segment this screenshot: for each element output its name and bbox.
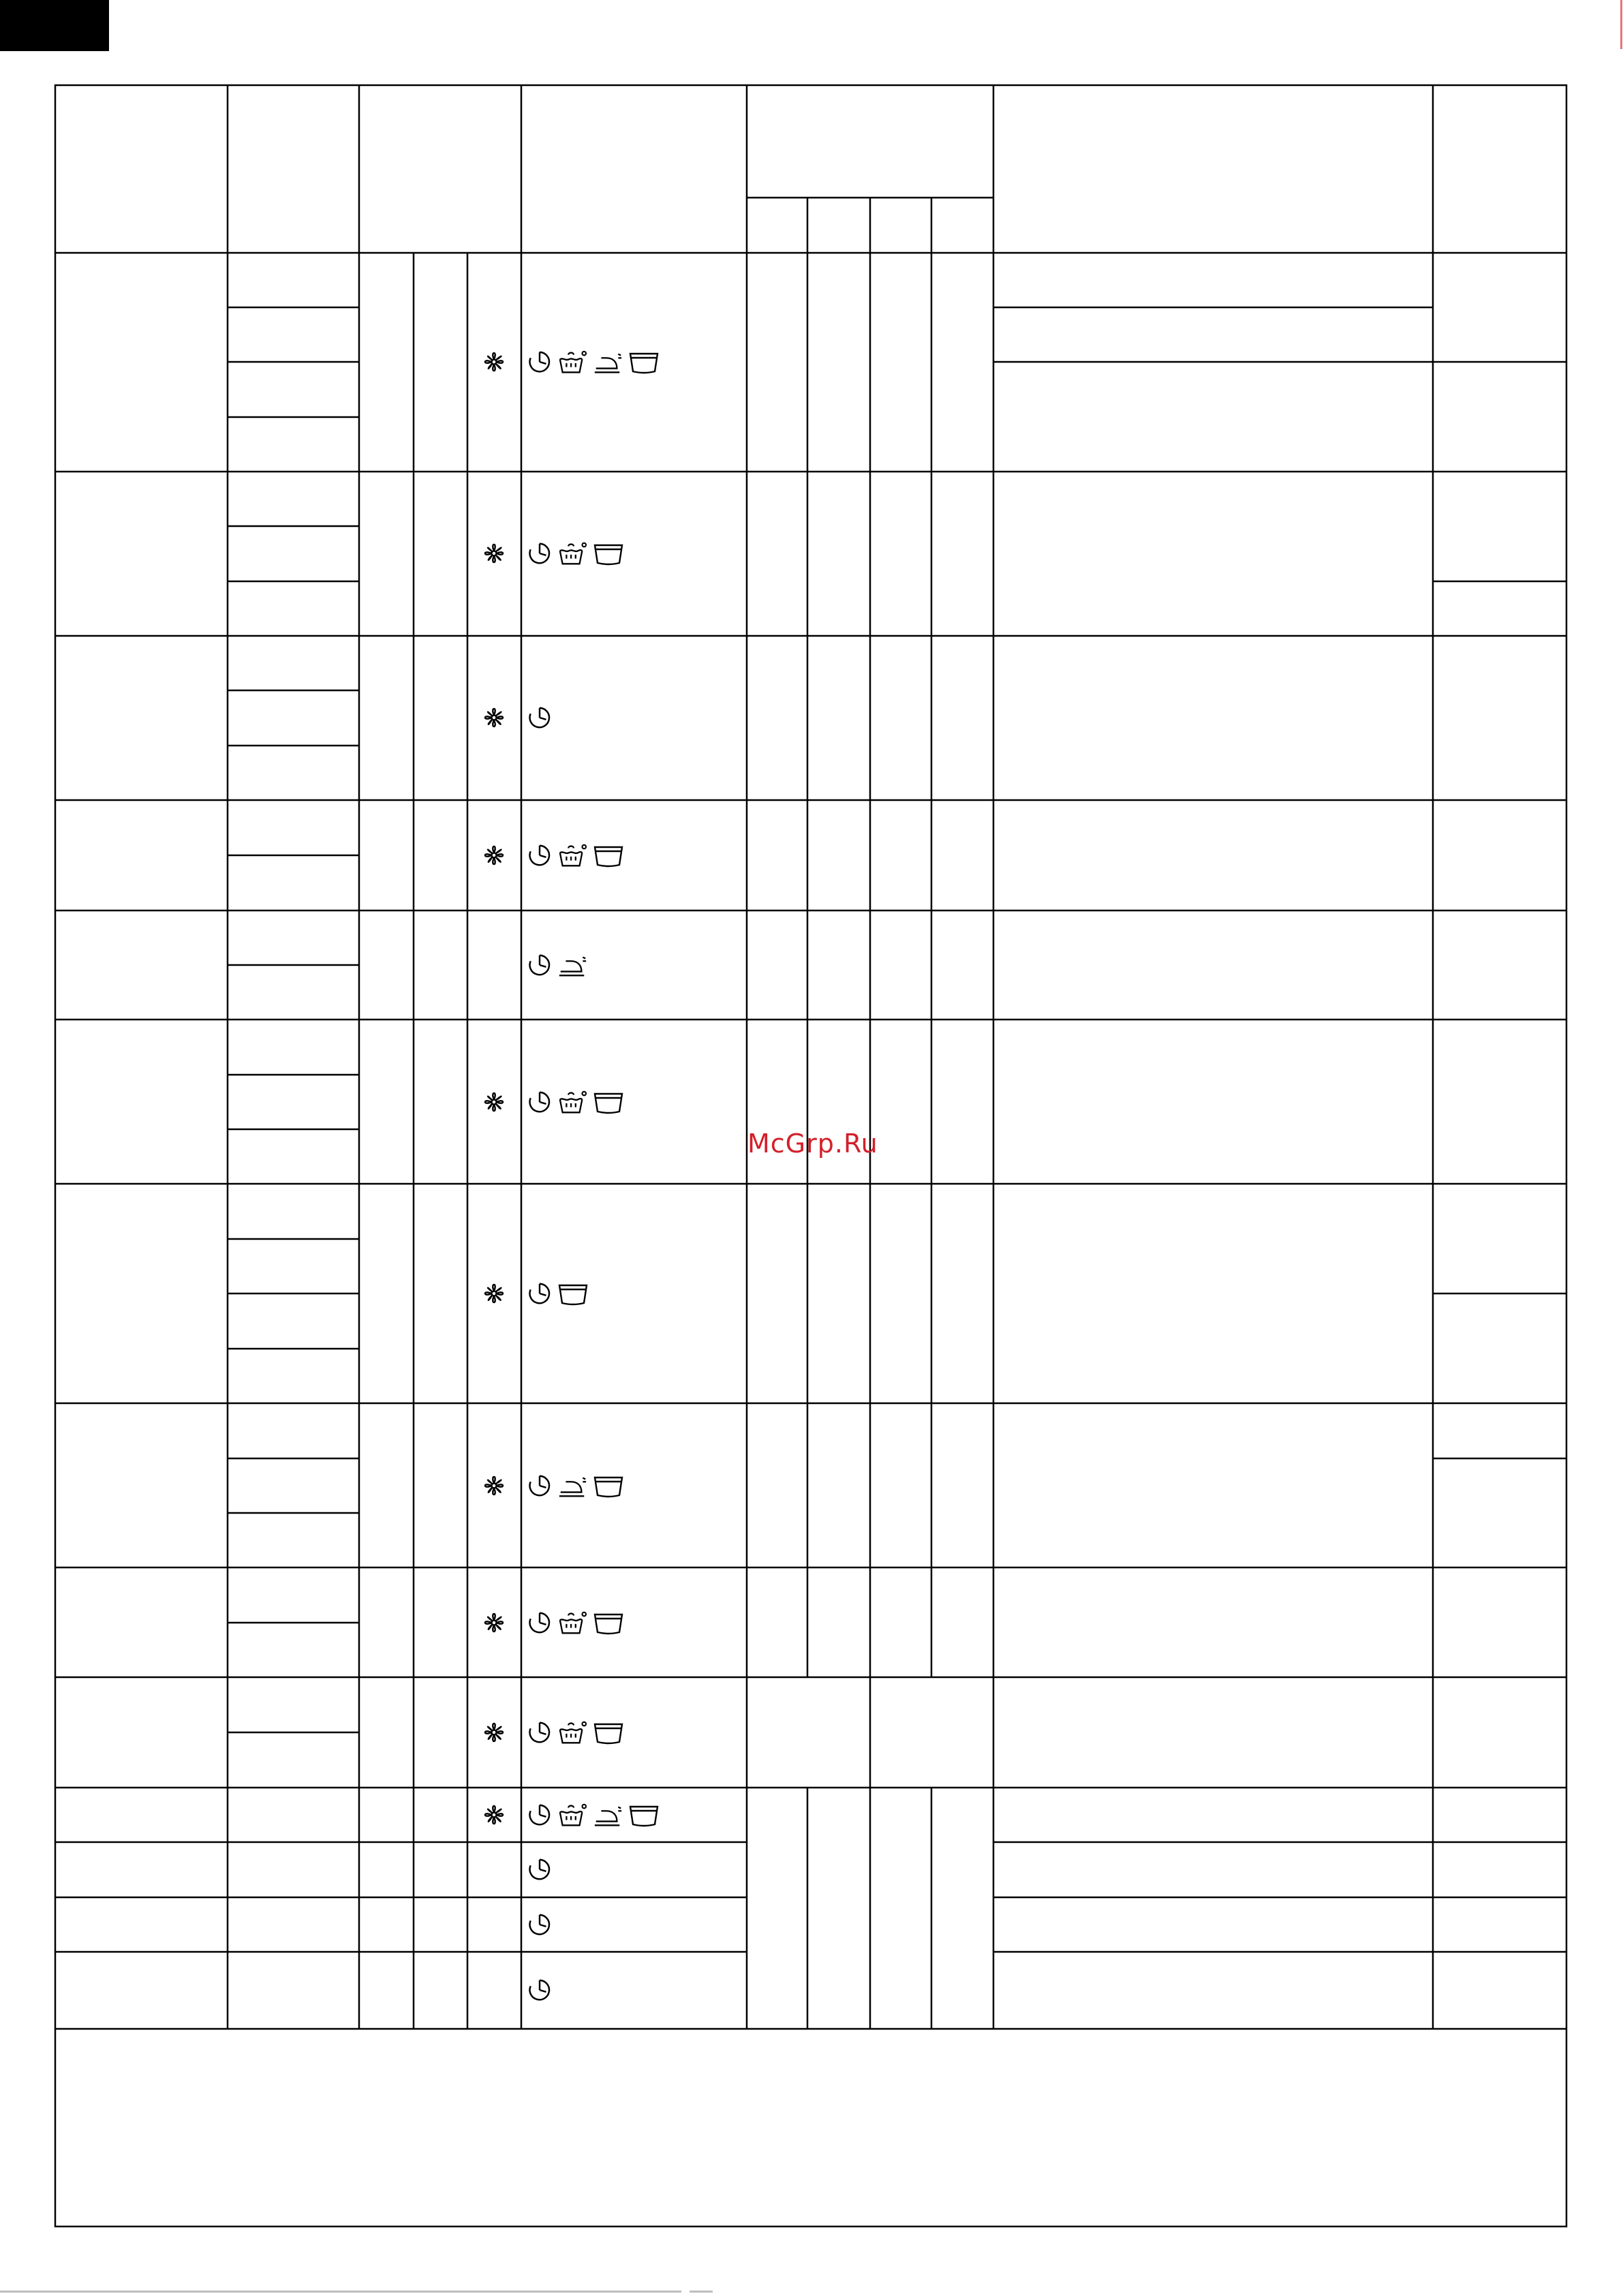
footer-rule-short (690, 2291, 713, 2293)
prewash-icon (557, 842, 588, 869)
timer-icon (527, 1609, 553, 1636)
prewash-icon (557, 1801, 588, 1828)
timer-icon (527, 1801, 553, 1828)
basin-icon (592, 842, 625, 869)
basin-icon (628, 1801, 660, 1828)
fan-icon (480, 1472, 508, 1499)
prewash-icon (557, 1088, 588, 1116)
fan-icon (480, 348, 508, 376)
timer-icon (527, 1472, 553, 1499)
timer-icon (527, 951, 553, 979)
fan-icon (480, 1719, 508, 1746)
timer-icon (527, 1280, 553, 1307)
fan-icon (480, 1609, 508, 1636)
basin-icon (592, 1609, 625, 1636)
prewash-icon (557, 1719, 588, 1746)
timer-icon (527, 1088, 553, 1116)
timer-icon (527, 540, 553, 567)
fan-icon (480, 1801, 508, 1828)
timer-icon (527, 1856, 553, 1883)
timer-icon (527, 704, 553, 731)
fan-icon (480, 1280, 508, 1307)
basin-icon (557, 1280, 589, 1307)
iron-icon (557, 951, 588, 979)
iron-icon (592, 1801, 623, 1828)
basin-icon (592, 540, 625, 567)
fan-icon (480, 704, 508, 731)
basin-icon (628, 348, 660, 376)
footer-rule (0, 2291, 681, 2293)
timer-icon (527, 1976, 553, 2004)
timer-icon (527, 1719, 553, 1746)
basin-icon (592, 1472, 625, 1499)
prewash-icon (557, 1609, 588, 1636)
basin-icon (592, 1088, 625, 1116)
iron-icon (592, 348, 623, 376)
iron-icon (557, 1472, 588, 1499)
fan-icon (480, 1088, 508, 1116)
watermark: McGrp.Ru (747, 1129, 878, 1159)
basin-icon (592, 1719, 625, 1746)
fan-icon (480, 540, 508, 567)
timer-icon (527, 348, 553, 376)
timer-icon (527, 842, 553, 869)
prewash-icon (557, 348, 588, 376)
timer-icon (527, 1911, 553, 1938)
prewash-icon (557, 540, 588, 567)
fan-icon (480, 842, 508, 869)
